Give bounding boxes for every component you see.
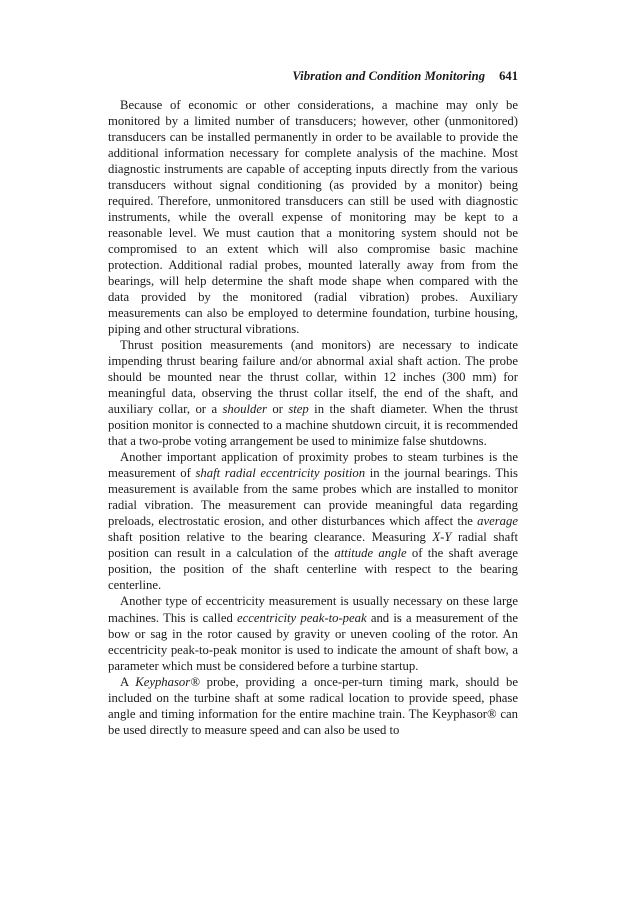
- text-run: and is a measurement of the bow or sag in the rotor caused by gravity or uneven cooling of the rotor. An eccentricity peak-to-peak monitor is used to indicate the amount of shaft bow, a parameter which must be considered before a turbine startup.: [108, 610, 519, 673]
- text-run: shaft position relative to the bearing clearance. Measuring: [108, 530, 433, 545]
- text-run: of the shaft average position, the position of the shaft centerline with respect to the bearing centerline.: [108, 546, 518, 593]
- page-number: 641: [499, 69, 518, 83]
- paragraph: [108, 593, 518, 673]
- text-run: Because of economic or other considerations, a machine may only be monitored by a limited number of transducers; however, other (unmonitored) transducers can be installed permanently in order to be available to provide the additional information necessary for complete analysis of the machine. Most diagnostic instruments are capable of accepting inputs directly from the various transducers without signal conditioning (as provided by a monitor) being required. Therefore, unmonitored transducers can still be used with diagnostic instruments, while the overall expense of monitoring may be kept to a reasonable level. We must caution that a monitoring system should not be compromised to an extent which will also compromise basic machine protection. Additional radial probes, mounted laterally away from from the bearings, will help determine the shaft mode shape when compared with the data provided by the monitored (radial vibration) probes. Auxiliary measurements can also be employed to determine foundation, turbine housing, piping and other structural vibrations.: [108, 98, 518, 337]
- body-text: [108, 97, 518, 738]
- italic-term: attitude angle: [334, 546, 407, 561]
- italic-term: shaft radial eccentricity position: [195, 466, 366, 481]
- text-run: A: [120, 674, 136, 689]
- paragraph: [108, 97, 518, 337]
- italic-term: shoulder: [222, 402, 267, 417]
- running-head: [108, 68, 518, 84]
- paragraph: [108, 674, 518, 738]
- paragraph: [108, 337, 518, 449]
- text-run: in the shaft diameter. When the thrust position monitor is connected to a machine shutdown circuit, it is recommended that a two-probe voting arrangement be used to minimize false shutdowns.: [108, 402, 518, 449]
- text-run: Another important application of proximity probes to steam turbines is the measurement of: [108, 450, 518, 481]
- italic-term: eccentricity peak-to-peak: [237, 610, 367, 625]
- paragraph: [108, 449, 518, 593]
- text-run: Thrust position measurements (and monitors) are necessary to indicate impending thrust bearing failure and/or abnormal axial shaft action. The probe should be mounted near the thrust collar, within 12 inches (300 mm) for meaningful data, observing the thrust collar itself, the end of the shaft, and auxiliary collar, or a: [108, 338, 518, 417]
- italic-term: step: [288, 402, 309, 417]
- text-run: probe, providing a once-per-turn timing mark, should be included on the turbine shaft at some radical location to provide speed, phase angle and timing information for the entire machine train. The Keyphasor® can be used directly to measure speed and can also be used to: [108, 674, 518, 737]
- italic-term: X-Y: [432, 530, 452, 545]
- italic-term: average: [477, 514, 518, 529]
- text-run: radial shaft position can result in a calculation of the: [108, 530, 519, 561]
- text-run: or: [266, 402, 289, 417]
- italic-term: Keyphasor®: [135, 674, 200, 689]
- running-title: Vibration and Condition Monitoring: [292, 69, 486, 83]
- text-run: in the journal bearings. This measurement is available from the same probes which are installed to monitor radial vibration. The measurement can provide meaningful data regarding preloads, electrostatic erosion, and other disturbances which affect the: [108, 466, 518, 529]
- text-run: Another type of eccentricity measurement is usually necessary on these large machines. This is called: [108, 594, 518, 625]
